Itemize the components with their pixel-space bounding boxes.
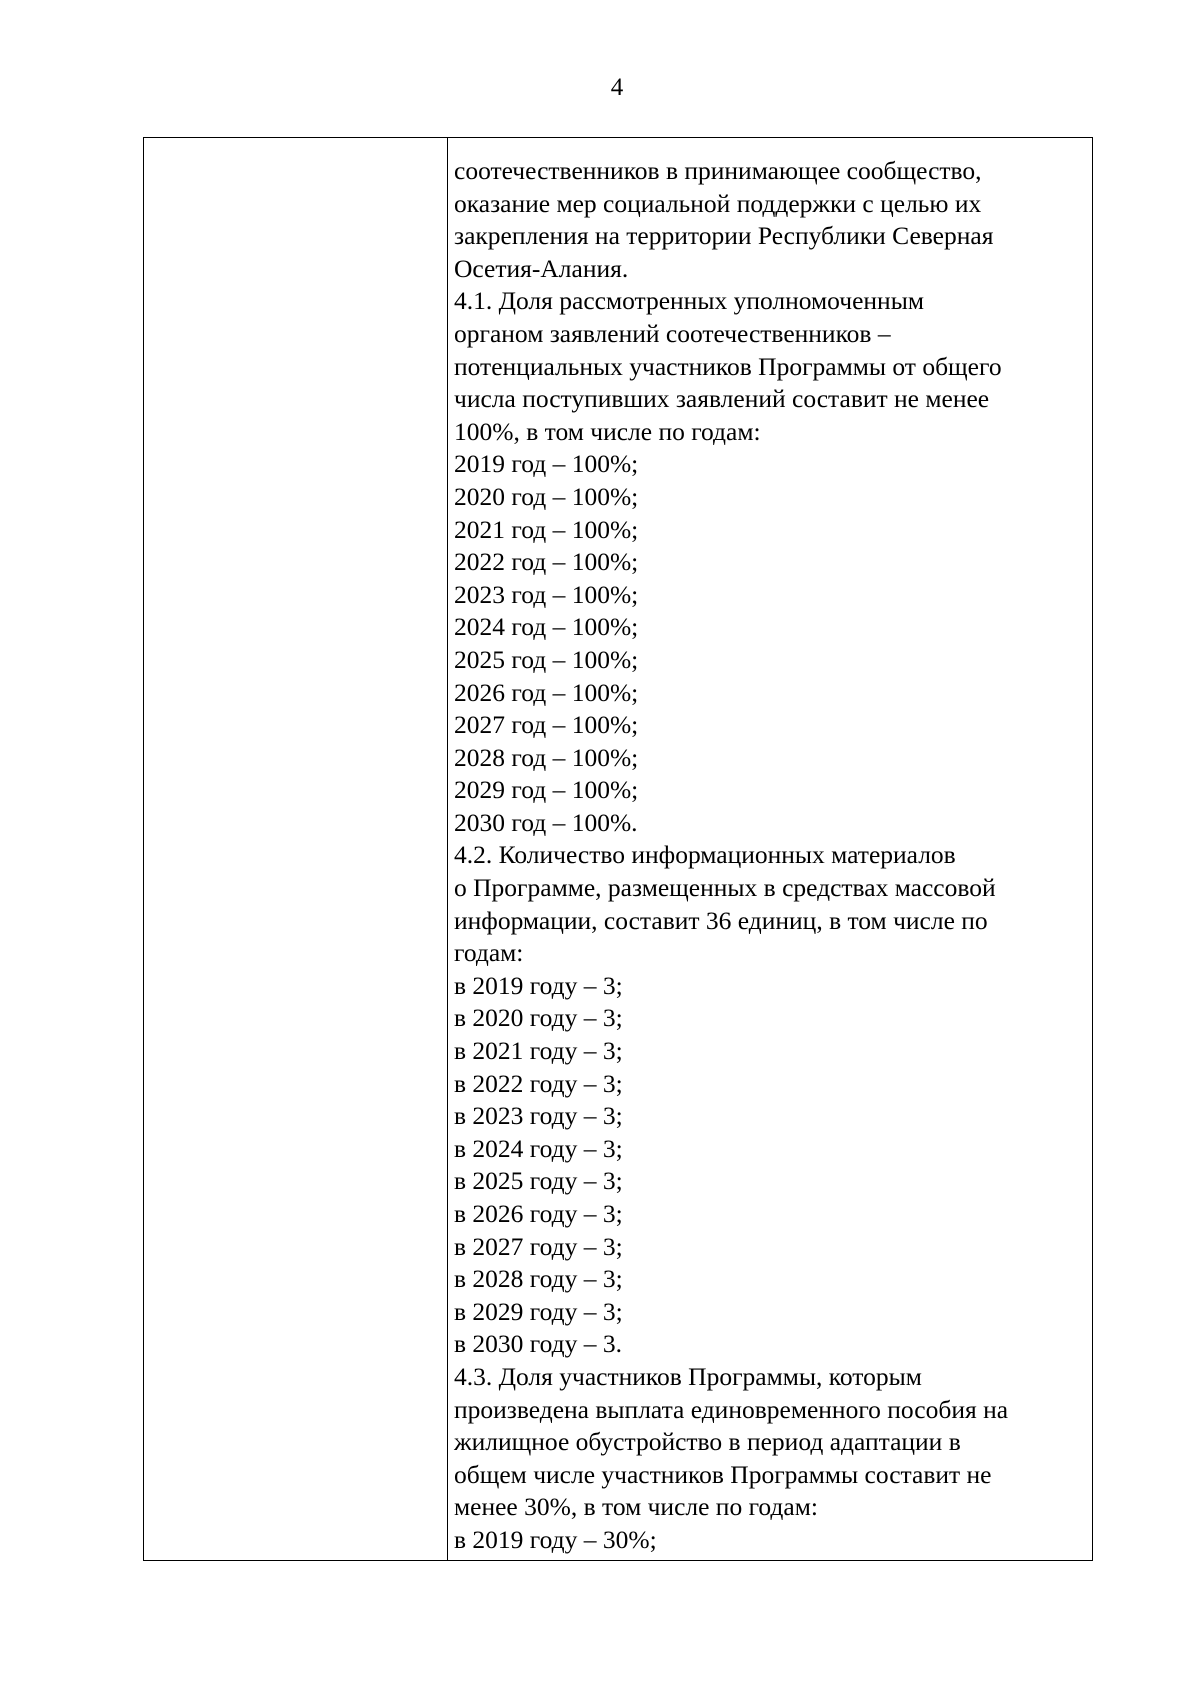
text-line: 2030 год – 100%.: [454, 807, 638, 837]
text-line: в 2023 году – 3;: [454, 1101, 623, 1131]
text-line: 2022 год – 100%;: [454, 547, 639, 577]
text-line: в 2028 году – 3;: [454, 1264, 623, 1294]
text-line: в 2019 году – 3;: [454, 970, 623, 1000]
text-line: в 2020 году – 3;: [454, 1003, 623, 1033]
text-line: в 2022 году – 3;: [454, 1068, 623, 1098]
text-line: жилищное обустройство в период адаптации в: [454, 1427, 961, 1457]
text-line: 2023 год – 100%;: [454, 579, 639, 609]
text-line: числа поступивших заявлений составит не менее: [454, 384, 990, 414]
text-line: произведена выплата единовременного пособия на: [454, 1394, 1009, 1424]
text-line: 2019 год – 100%;: [454, 449, 639, 479]
text-line: оказание мер социальной поддержки с целью их: [454, 188, 982, 218]
text-line: 2020 год – 100%;: [454, 481, 639, 511]
text-line: потенциальных участников Программы от общего: [454, 351, 1002, 381]
text-line: в 2025 году – 3;: [454, 1166, 623, 1196]
text-line: 4.2. Количество информационных материалов: [454, 840, 956, 870]
text-line: в 2019 году – 30%;: [454, 1524, 657, 1554]
text-line: 2028 год – 100%;: [454, 742, 639, 772]
document-table: [143, 137, 1093, 1561]
text-line: 4.1. Доля рассмотренных уполномоченным: [454, 286, 924, 316]
text-line: 2025 год – 100%;: [454, 644, 639, 674]
table-left-cell: [144, 138, 448, 1560]
text-line: 2021 год – 100%;: [454, 514, 639, 544]
text-line: 2027 год – 100%;: [454, 710, 639, 740]
text-line: в 2021 году – 3;: [454, 1036, 623, 1066]
text-line: в 2027 году – 3;: [454, 1231, 623, 1261]
text-line: информации, составит 36 единиц, в том числе по: [454, 905, 988, 935]
text-line: соотечественников в принимающее сообщество,: [454, 156, 982, 185]
text-line: закрепления на территории Республики Северная: [454, 221, 994, 251]
text-line: 2029 год – 100%;: [454, 775, 639, 805]
text-line: в 2026 году – 3;: [454, 1199, 623, 1228]
text-line: о Программе, размещенных в средствах массовой: [454, 873, 996, 903]
text-line: годам:: [454, 938, 524, 968]
text-line: 100%, в том числе по годам:: [454, 416, 761, 446]
text-line: менее 30%, в том числе по годам:: [454, 1492, 818, 1522]
text-line: 4.3. Доля участников Программы, которым: [454, 1361, 922, 1391]
table-right-cell: [448, 138, 1092, 1560]
text-line: в 2029 году – 3;: [454, 1296, 623, 1326]
text-line: 2024 год – 100%;: [454, 612, 639, 642]
text-line: органом заявлений соотечественников –: [454, 318, 891, 348]
text-line: общем числе участников Программы составит не: [454, 1459, 992, 1489]
page-number: 4: [610, 74, 624, 101]
text-line: Осетия-Алания.: [454, 253, 629, 283]
text-line: в 2024 году – 3;: [454, 1133, 623, 1163]
text-line: в 2030 году – 3.: [454, 1329, 622, 1359]
text-line: 2026 год – 100%;: [454, 677, 639, 707]
